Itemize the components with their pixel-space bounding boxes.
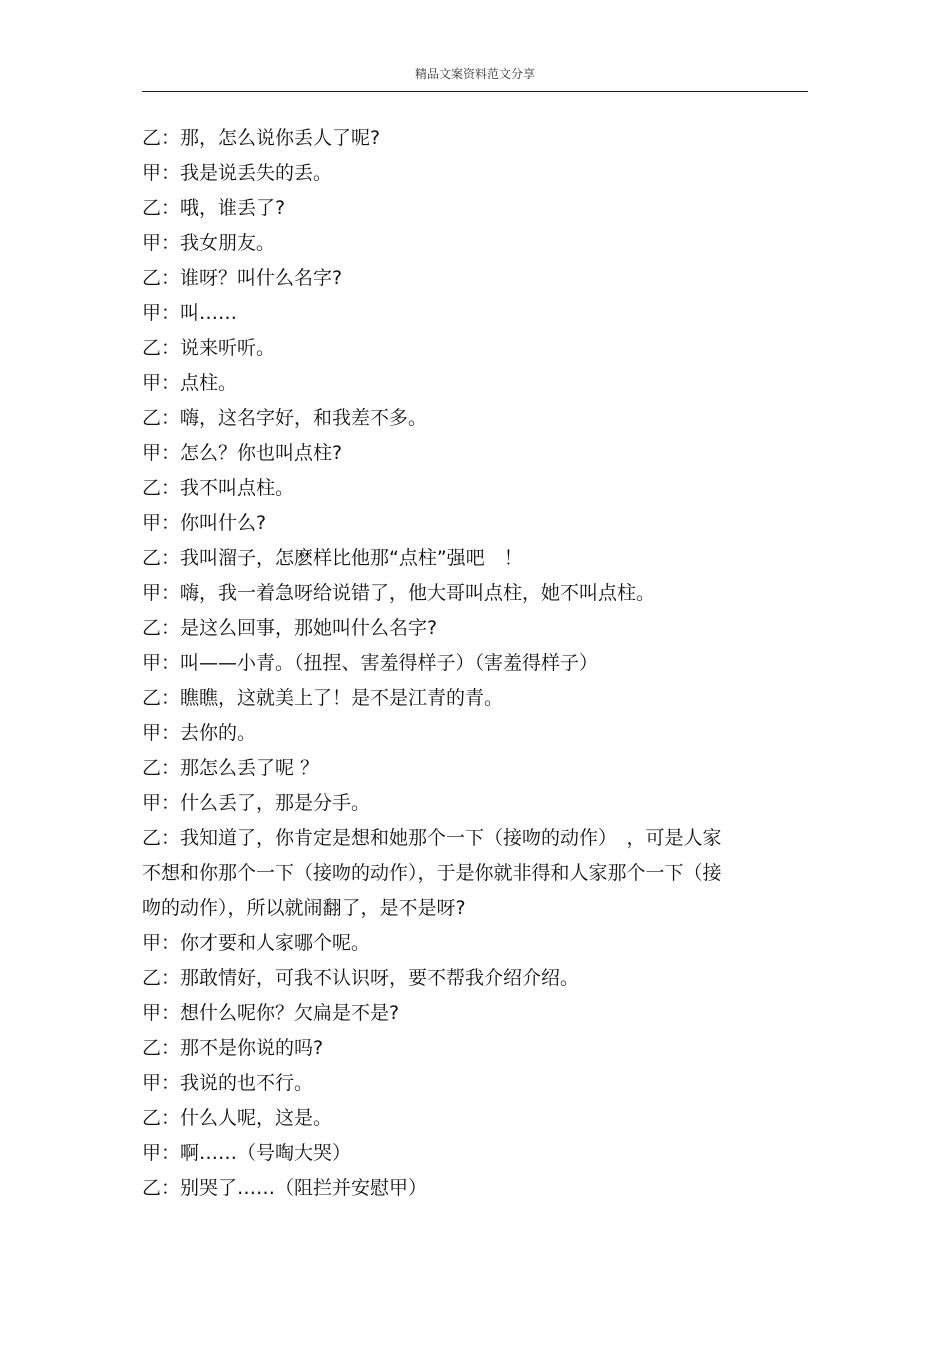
dialogue-line: 甲：怎么？你也叫点柱? (142, 442, 343, 464)
dialogue-line: 乙：我叫溜子，怎麽样比他那“点柱”强吧 ！ (142, 547, 523, 569)
dialogue-line: 乙：那怎么丢了呢 ？ (142, 757, 320, 779)
dialogue-line: 乙：我不叫点柱。 (142, 477, 295, 499)
dialogue-line: 甲：嗨，我一着急呀给说错了，他大哥叫点柱，她不叫点柱。 (142, 582, 656, 604)
dialogue-line: 甲：我是说丢失的丢。 (142, 162, 333, 184)
dialogue-line: 乙：哦，谁丢了? (142, 197, 286, 219)
dialogue-line: 乙：什么人呢，这是。 (142, 1107, 333, 1129)
dialogue-line: 甲：去你的。 (142, 722, 257, 744)
dialogue-line: 甲：点柱。 (142, 372, 238, 394)
dialogue-line: 乙：说来听听。 (142, 337, 276, 359)
dialogue-line: 乙：我知道了，你肯定是想和她那个一下（接吻的动作） ，可是人家 (142, 827, 722, 849)
dialogue-line: 乙：别哭了……（阻拦并安慰甲） (142, 1177, 428, 1199)
dialogue-body (142, 121, 808, 1206)
dialogue-line: 甲：我说的也不行。 (142, 1072, 314, 1094)
dialogue-line: 甲：想什么呢你？欠扁是不是? (142, 1002, 400, 1024)
dialogue-line: 甲：什么丢了，那是分手。 (142, 792, 371, 814)
dialogue-line: 甲：啊……（号啕大哭） (142, 1142, 352, 1164)
dialogue-line: 甲：你才要和人家哪个呢。 (142, 932, 371, 954)
dialogue-line: 乙：是这么回事，那她叫什么名字? (142, 617, 438, 639)
page-header: 精品文案资料范文分享 (414, 67, 535, 81)
dialogue-line: 甲：叫…… (142, 302, 238, 324)
dialogue-line: 乙：那，怎么说你丢人了呢? (142, 127, 381, 149)
dialogue-line: 乙：那不是你说的吗? (142, 1037, 324, 1059)
dialogue-line-continued: 不想和你那个一下（接吻的动作），于是你就非得和人家那个一下（接 (142, 862, 722, 884)
header-rule (142, 91, 808, 92)
dialogue-line: 乙：那敢情好，可我不认识呀，要不帮我介绍介绍。 (142, 967, 580, 989)
dialogue-line: 乙：嗨，这名字好，和我差不多。 (142, 407, 428, 429)
dialogue-line: 甲：叫——小青。（扭捏、害羞得样子）（害羞得样子） (142, 652, 599, 674)
dialogue-line: 甲：你叫什么? (142, 512, 267, 534)
dialogue-line: 乙：瞧瞧，这就美上了！是不是江青的青。 (142, 687, 504, 709)
dialogue-line-continued: 吻的动作），所以就闹翻了，是不是呀? (142, 897, 466, 919)
dialogue-line: 乙：谁呀？叫什么名字? (142, 267, 343, 289)
dialogue-line: 甲：我女朋友。 (142, 232, 276, 254)
